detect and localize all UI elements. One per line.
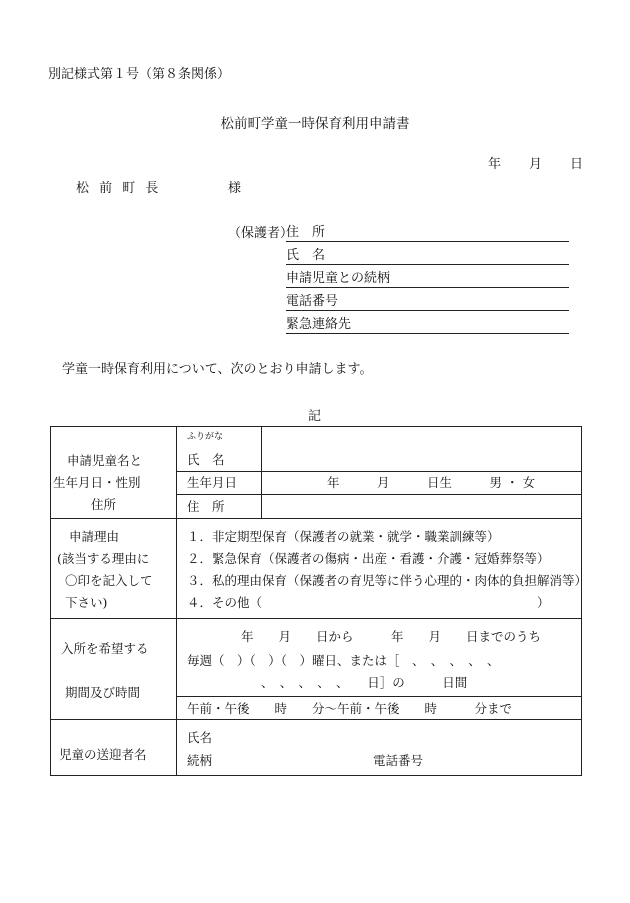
addressee: 松 前 町 長: [76, 181, 162, 196]
guardian-address-field[interactable]: [286, 224, 569, 242]
date-month: 月: [529, 157, 543, 172]
birth-label: 生年月日: [187, 475, 238, 490]
period-header-line-1: 入所を希望する: [61, 641, 149, 656]
guardian-relation-label: 申請児童との続柄: [286, 271, 391, 286]
date-year: 年: [488, 157, 502, 172]
row-divider-name: [176, 471, 581, 472]
period-header-line-2: 期間及び時間: [65, 685, 141, 700]
date-line: [488, 158, 583, 171]
escort-name-label: 氏名: [187, 730, 213, 745]
guardian-label: （保護者）: [228, 226, 294, 241]
reason-option-3[interactable]: ３．私的理由保育（保護者の育児等に伴う心理的・肉体的負担解消等）: [187, 573, 588, 588]
period-line-3[interactable]: 、 、 、 、 、 日］の 日間: [261, 675, 468, 690]
application-table: [50, 426, 588, 776]
honorific: 様: [228, 181, 242, 196]
column-divider-main: [176, 427, 177, 775]
form-number: 別記様式第１号（第８条関係）: [48, 67, 231, 82]
guardian-name-label: 氏 名: [286, 248, 326, 263]
child-header-line-3: 住所: [91, 497, 117, 512]
escort-header: 児童の送迎者名: [59, 747, 147, 762]
child-address-label: 住 所: [187, 499, 225, 514]
child-header-line-2: 生年月日・性別: [53, 475, 141, 490]
reason-option-1[interactable]: １．非定期型保育（保護者の就業・就学・職業訓練等）: [187, 529, 500, 544]
row-divider-child: [51, 518, 581, 519]
ki-label: 記: [308, 409, 322, 424]
birth-value: 年 月 日生 男 ・ 女: [327, 475, 535, 490]
child-header-line-1: 申請児童名と: [67, 453, 143, 468]
row-divider-period: [176, 696, 581, 697]
reason-header-line-2: (該当する理由に: [57, 551, 150, 566]
period-line-1[interactable]: 年 月 日から 年 月 日までのうち: [241, 629, 542, 644]
child-name-label: 氏 名: [187, 452, 225, 467]
guardian-address-label: 住 所: [286, 225, 326, 240]
reason-header-line-1: 申請理由: [69, 529, 120, 544]
time-line[interactable]: 午前・午後 時 分～午前・午後 時 分まで: [187, 701, 513, 716]
guardian-emergency-label: 緊急連絡先: [286, 317, 352, 332]
date-day: 日: [570, 157, 584, 172]
reason-option-4[interactable]: ４．その他（ ）: [187, 595, 550, 610]
escort-phone-label: 電話番号: [373, 753, 424, 768]
guardian-relation-field[interactable]: [286, 270, 569, 288]
period-line-2[interactable]: 毎週（ ）（ ）（ ）曜日、または［ 、 、 、 、 、: [187, 653, 500, 668]
child-name-input[interactable]: [262, 428, 580, 471]
reason-header-line-3: 〇印を記入して: [65, 573, 153, 588]
row-divider-reason: [51, 618, 581, 619]
row-divider-time: [51, 719, 581, 720]
page-title: 松前町学童一時保育利用申請書: [220, 116, 410, 132]
escort-relation-label: 続柄: [187, 753, 213, 768]
reason-header-line-4: 下さい): [65, 595, 108, 610]
guardian-name-field[interactable]: [286, 247, 569, 265]
reason-option-2[interactable]: ２．緊急保育（保護者の傷病・出産・看護・介護・冠婚葬祭等）: [187, 551, 550, 566]
child-address-input[interactable]: [262, 495, 580, 517]
guardian-emergency-field[interactable]: [286, 316, 569, 334]
guardian-phone-field[interactable]: [286, 293, 569, 311]
statement: 学童一時保育利用について、次のとおり申請します。: [62, 362, 373, 377]
furigana-label: ふりがな: [187, 432, 224, 442]
guardian-phone-label: 電話番号: [286, 294, 339, 309]
